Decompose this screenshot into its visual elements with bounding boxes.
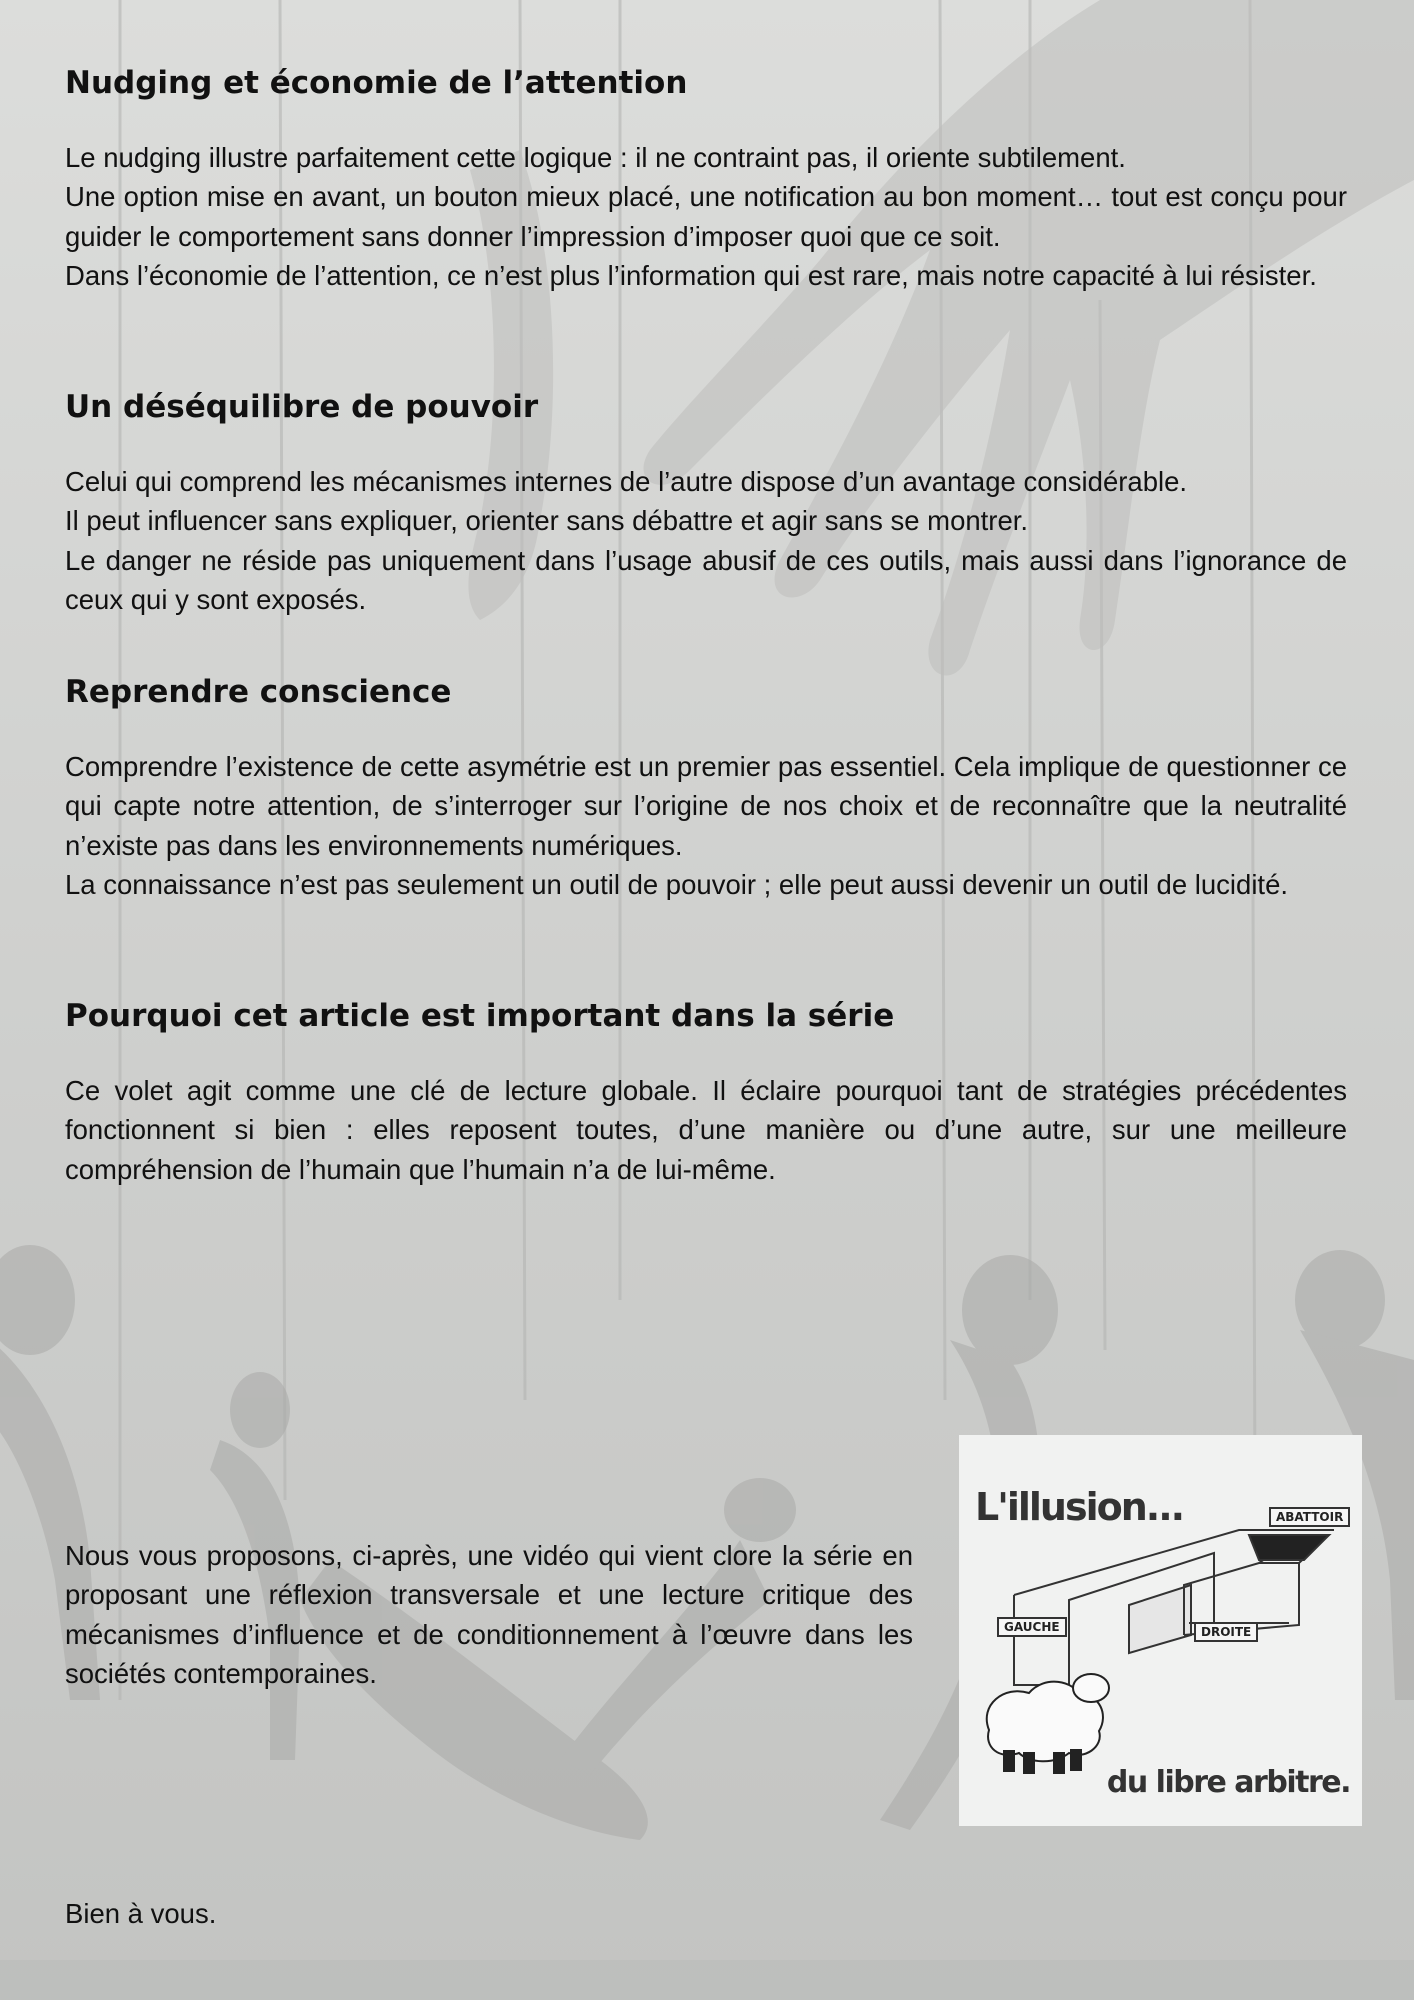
paragraph: Comprendre l’existence de cette asymétrie est un premier pas essentiel. Cela implique de questionner ce qui capte notre attention, de s’interroger sur l’origine de nos choix et de reconnaître que la neutralité n’existe pas dans les environnements numériques.	[65, 751, 1347, 861]
paragraph: La connaissance n’est pas seulement un outil de pouvoir ; elle peut aussi devenir un outil de lucidité.	[65, 868, 1288, 900]
paragraph: Le danger ne réside pas uniquement dans l’usage abusif de ces outils, mais aussi dans l’ignorance de ceux qui y sont exposés.	[65, 544, 1347, 615]
section-conscience	[65, 665, 1347, 904]
sign-abattoir: ABATTOIR	[1269, 1507, 1350, 1527]
paragraph: Dans l’économie de l’attention, ce n’est plus l’information qui est rare, mais notre capacité à lui résister.	[65, 259, 1317, 291]
illusion-cartoon-image	[959, 1435, 1362, 1826]
sign-gauche: GAUCHE	[997, 1617, 1067, 1637]
closing-paragraph: Nous vous proposons, ci-après, une vidéo qui vient clore la série en proposant une réflexion transversale et une lecture critique des mécanismes d’influence et de conditionnement à l’œuvre dans les sociétés contemporaines.	[65, 1540, 913, 1689]
paragraph: Le nudging illustre parfaitement cette logique : il ne contraint pas, il oriente subtilement.	[65, 142, 1126, 173]
paragraph: Une option mise en avant, un bouton mieux placé, une notification au bon moment… tout est conçu pour guider le comportement sans donner l’impression d’imposer quoi que ce soit.	[65, 181, 1347, 252]
section-heading: Un déséquilibre de pouvoir	[65, 389, 539, 425]
closing-paragraph-block	[65, 1536, 913, 1693]
paragraph: Ce volet agit comme une clé de lecture globale. Il éclaire pourquoi tant de stratégies précédentes fonctionnent si bien : elles reposent toutes, d’une manière ou d’une autre, sur une meilleure compréhension de l’humain que l’humain n’a de lui-même.	[65, 1075, 1347, 1185]
paragraph: Celui qui comprend les mécanismes internes de l’autre dispose d’un avantage considérable.	[65, 466, 1188, 497]
section-pouvoir	[65, 380, 1347, 619]
cartoon-title-top: L'illusion...	[975, 1485, 1184, 1529]
cartoon-title-bottom: du libre arbitre.	[1106, 1765, 1350, 1800]
section-heading: Reprendre conscience	[65, 674, 452, 710]
section-heading: Pourquoi cet article est important dans la série	[65, 998, 895, 1034]
section-heading: Nudging et économie de l’attention	[65, 65, 688, 101]
signoff: Bien à vous.	[65, 1898, 217, 1929]
paragraph: Il peut influencer sans expliquer, orienter sans débattre et agir sans se montrer.	[65, 505, 1029, 537]
signoff-block	[65, 1894, 216, 1933]
sign-droite: DROITE	[1194, 1622, 1258, 1642]
section-nudging	[65, 56, 1347, 295]
section-importance	[65, 989, 1347, 1189]
